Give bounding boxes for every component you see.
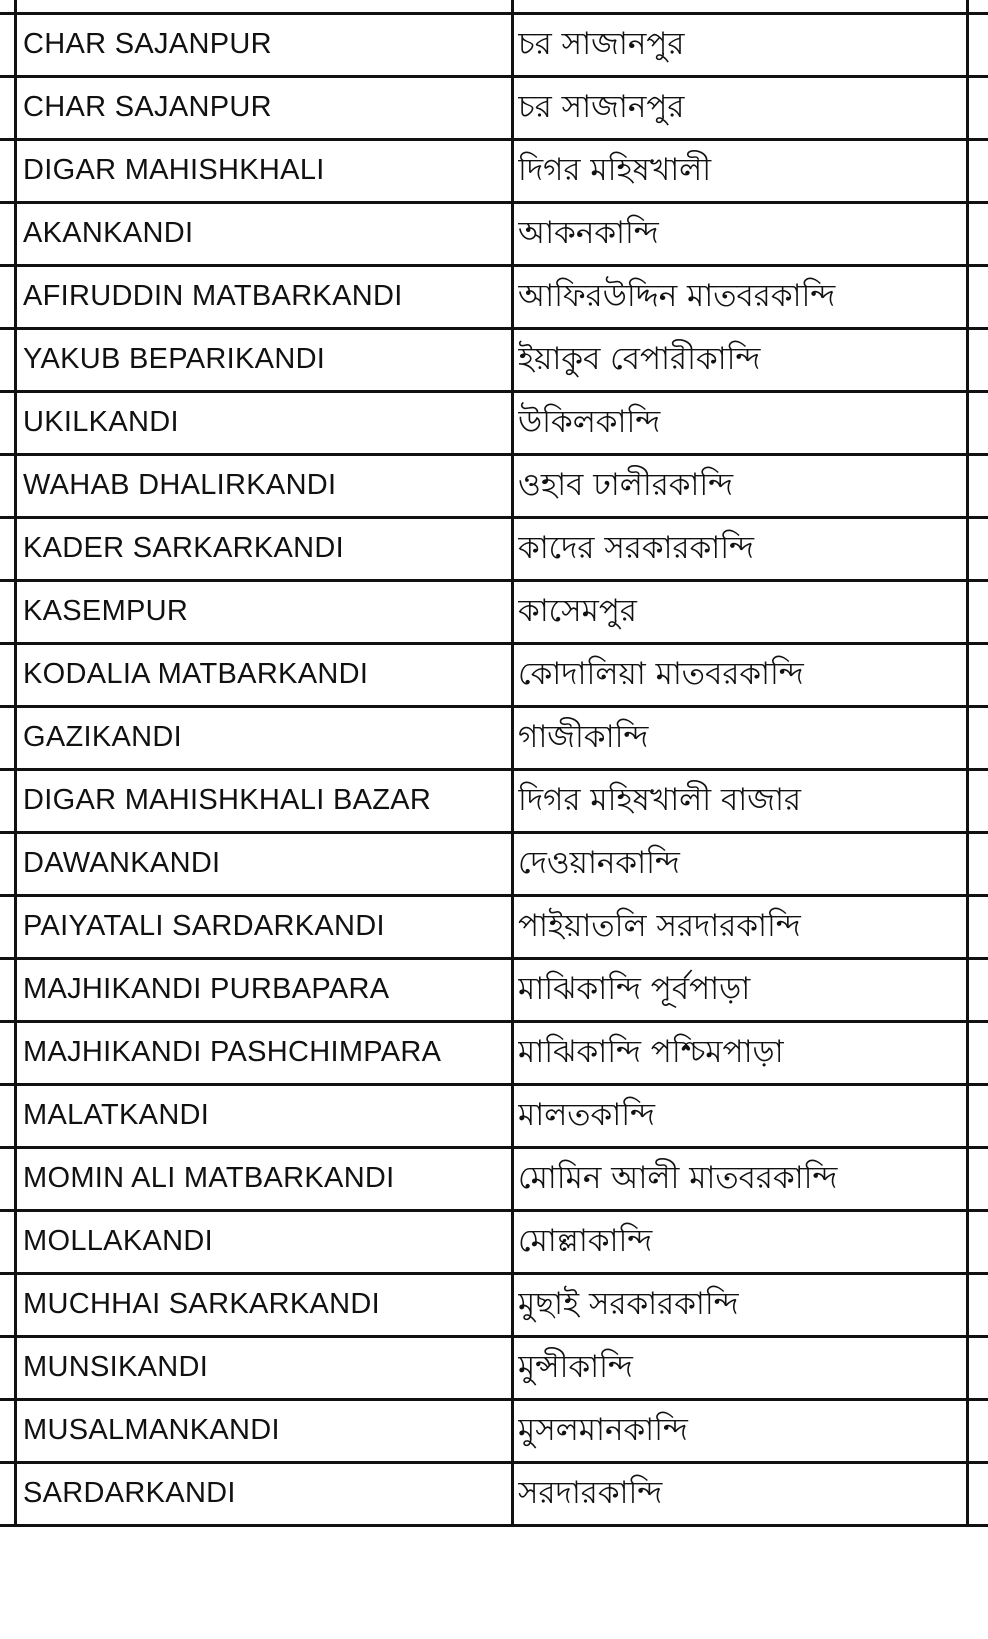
english-name-cell: PAIYATALI SARDARKANDI — [23, 910, 385, 942]
english-name-cell: MAJHIKANDI PURBAPARA — [23, 973, 390, 1005]
bangla-name-cell: মোমিন আলী মাতবরকান্দি — [518, 1160, 838, 1196]
table-row — [0, 832, 988, 895]
table-row — [0, 706, 988, 769]
table-row — [0, 517, 988, 580]
english-name-cell: MOMIN ALI MATBARKANDI — [23, 1162, 395, 1194]
bangla-name-cell: ইয়াকুব বেপারীকান্দি — [518, 341, 761, 377]
table-row — [0, 454, 988, 517]
bangla-name-cell: সরদারকান্দি — [518, 1475, 663, 1511]
bangla-name-cell: দিগর মহিষখালী — [518, 152, 712, 188]
bangla-name-cell: আফিরউদ্দিন মাতবরকান্দি — [518, 278, 836, 314]
bangla-name-cell: উকিলকান্দি — [518, 404, 661, 440]
bangla-name-cell: চর সাজানপুর — [518, 89, 685, 125]
bangla-name-cell: কাসেমপুর — [518, 593, 637, 629]
english-name-cell: DIGAR MAHISHKHALI — [23, 154, 325, 186]
table-row — [0, 769, 988, 832]
english-name-cell: CHAR SAJANPUR — [23, 91, 272, 123]
table-row — [0, 1147, 988, 1210]
table-row — [0, 958, 988, 1021]
english-name-cell: MUSALMANKANDI — [23, 1414, 280, 1446]
english-name-cell: MALATKANDI — [23, 1099, 210, 1131]
table-row — [0, 1462, 988, 1525]
bangla-name-cell: আকনকান্দি — [518, 215, 659, 251]
table-row — [0, 139, 988, 202]
table-row — [0, 1210, 988, 1273]
english-name-cell: DIGAR MAHISHKHALI BAZAR — [23, 784, 432, 816]
table-row — [0, 1084, 988, 1147]
table-row — [0, 1399, 988, 1462]
bangla-name-cell: কোদালিয়া মাতবরকান্দি — [518, 656, 804, 692]
bangla-name-cell: মাঝিকান্দি পশ্চিমপাড়া — [518, 1034, 784, 1070]
english-name-cell: AFIRUDDIN MATBARKANDI — [23, 280, 403, 312]
table-row — [0, 1336, 988, 1399]
bangla-name-cell: দিগর মহিষখালী বাজার — [518, 782, 802, 818]
table-row — [0, 202, 988, 265]
english-name-cell: AKANKANDI — [23, 217, 194, 249]
english-name-cell: SARDARKANDI — [23, 1477, 236, 1509]
table-row — [0, 328, 988, 391]
bangla-name-cell: ওহাব ঢালীরকান্দি — [518, 467, 734, 503]
table-row — [0, 265, 988, 328]
english-name-cell: MUNSIKANDI — [23, 1351, 209, 1383]
english-name-cell: YAKUB BEPARIKANDI — [23, 343, 326, 375]
bangla-name-cell: মালতকান্দি — [518, 1097, 655, 1133]
table-row — [0, 643, 988, 706]
english-name-cell: GAZIKANDI — [23, 721, 182, 753]
english-name-cell: MUCHHAI SARKARKANDI — [23, 1288, 380, 1320]
english-name-cell: MAJHIKANDI PASHCHIMPARA — [23, 1036, 442, 1068]
table-row-border — [0, 1524, 988, 1527]
table-row — [0, 1273, 988, 1336]
bangla-name-cell: মুছাই সরকারকান্দি — [518, 1286, 739, 1322]
table-row — [0, 13, 988, 76]
bangla-name-cell: মুন্সীকান্দি — [518, 1349, 633, 1385]
table-row — [0, 76, 988, 139]
bangla-name-cell: দেওয়ানকান্দি — [518, 845, 680, 881]
english-name-cell: DAWANKANDI — [23, 847, 221, 879]
english-name-cell: KADER SARKARKANDI — [23, 532, 344, 564]
english-name-cell: UKILKANDI — [23, 406, 179, 438]
english-name-cell: MOLLAKANDI — [23, 1225, 213, 1257]
table-row — [0, 580, 988, 643]
bangla-name-cell: মুসলমানকান্দি — [518, 1412, 688, 1448]
table-row — [0, 895, 988, 958]
bangla-name-cell: গাজীকান্দি — [518, 719, 649, 755]
table-row — [0, 391, 988, 454]
english-name-cell: KODALIA MATBARKANDI — [23, 658, 369, 690]
bangla-name-cell: মোল্লাকান্দি — [518, 1223, 653, 1259]
english-name-cell: WAHAB DHALIRKANDI — [23, 469, 337, 501]
bangla-name-cell: মাঝিকান্দি পূর্বপাড়া — [518, 971, 751, 1007]
bangla-name-cell: কাদের সরকারকান্দি — [518, 530, 755, 566]
english-name-cell: KASEMPUR — [23, 595, 189, 627]
table-row — [0, 1021, 988, 1084]
english-name-cell: CHAR SAJANPUR — [23, 28, 272, 60]
bangla-name-cell: চর সাজানপুর — [518, 26, 685, 62]
bangla-name-cell: পাইয়াতলি সরদারকান্দি — [518, 908, 801, 944]
